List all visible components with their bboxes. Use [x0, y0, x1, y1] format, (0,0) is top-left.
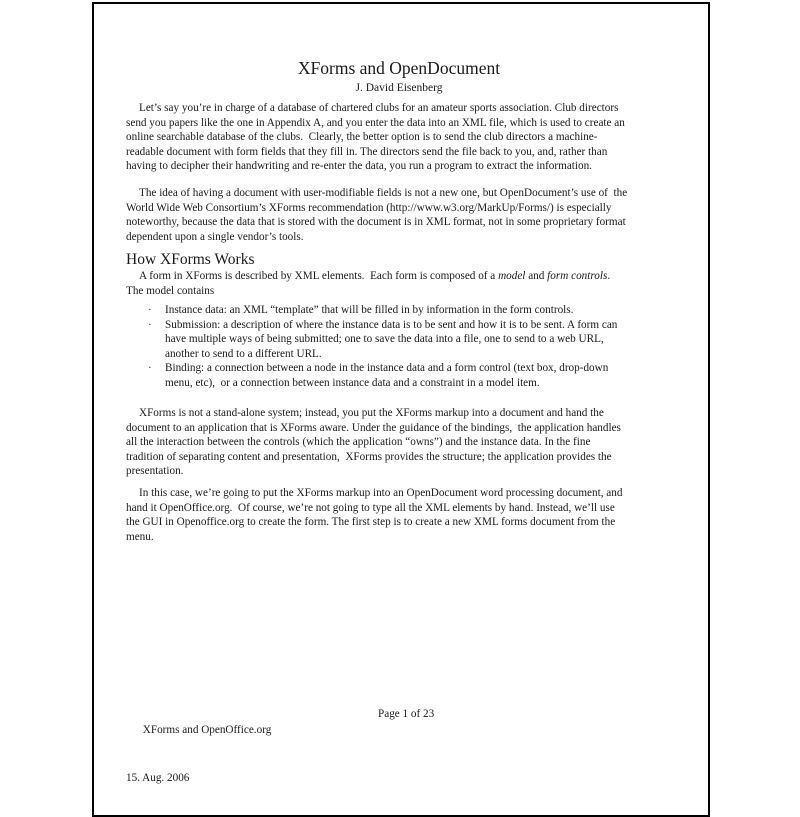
text-segment: .: [607, 270, 611, 282]
footer-page-number: Page 1 of 23: [378, 708, 435, 720]
text-line: World Wide Web Consortium’s XForms recommendation (http://www.w3.org/MarkUp/Forms/) is especially: [126, 201, 612, 214]
text-segment-italic-model: model: [498, 270, 526, 282]
text-line: send you papers like the one in Appendix A, and you enter the data into an XML file, which is used to create an: [126, 116, 625, 129]
text-line: document to an application that is XForms aware. Under the guidance of the bindings, the application handles: [126, 421, 621, 434]
doc-author: J. David Eisenberg: [355, 82, 443, 94]
text-line: Instance data: an XML “template” that will be filled in by information in the form controls.: [165, 304, 574, 316]
bullet-icon: ·: [148, 304, 152, 316]
text-line: all the interaction between the controls (which the application “owns”) and the instance data. In the fine: [126, 436, 591, 448]
list-item-instance-data: [126, 303, 672, 318]
text-line: [126, 269, 672, 284]
text-line: the GUI in Openoffice.org to create the form. The first step is to create a new XML forms document from the: [126, 516, 616, 528]
text-line: Binding: a connection between a node in the instance data and a form control (text box, drop-down: [165, 362, 609, 374]
text-line: menu, etc), or a connection between instance data and a constraint in a model item.: [165, 376, 540, 389]
paragraph-intro: [126, 101, 672, 174]
doc-title: XForms and OpenDocument: [297, 58, 501, 78]
text-line: presentation.: [126, 465, 184, 477]
list-item-binding: [126, 361, 672, 390]
text-line: noteworthy, because the data that is stored with the document is in XML format, not in some proprietary format: [126, 216, 626, 228]
text-line: another to send to a different URL.: [165, 347, 322, 360]
text-line: In this case, we’re going to put the XForms markup into an OpenDocument word processing document, and: [139, 487, 623, 499]
text-line: readable document with form fields that they fill in. The directors send the file back to you, and, rather than: [126, 145, 608, 158]
text-line: online searchable database of the clubs. Clearly, the better option is to send the club directors a machine-: [126, 131, 598, 143]
text-line: menu.: [126, 530, 154, 543]
text-segment: and: [525, 270, 548, 282]
bullet-icon: ·: [148, 362, 152, 374]
text-line: Submission: a description of where the instance data is to be sent and how it is to be sent. A form can: [165, 318, 618, 331]
text-line: Let’s say you’re in charge of a database of chartered clubs for an amateur sports association. Club directors: [139, 102, 619, 114]
text-line: The idea of having a document with user-modifiable fields is not a new one, but OpenDocument’s use of the: [139, 187, 628, 199]
footer-date: 15. Aug. 2006: [126, 772, 190, 784]
text-segment-italic-form-controls: form controls: [547, 270, 608, 282]
text-line: dependent upon a single vendor’s tools.: [126, 230, 304, 243]
bullet-icon: ·: [148, 318, 152, 331]
document-page: [92, 2, 710, 817]
paragraph-form-description: [126, 269, 672, 298]
text-line: hand it OpenOffice.org. Of course, we’re not going to type all the XML elements by hand. Instead, we’ll use: [126, 501, 615, 514]
text-line: XForms is not a stand-alone system; instead, you put the XForms markup into a document and hand the: [139, 407, 604, 419]
text-line: tradition of separating content and presentation, XForms provides the structure; the application provides the: [126, 450, 612, 463]
text-line: The model contains: [126, 284, 215, 297]
bullet-list: [126, 303, 672, 390]
section-heading: How XForms Works: [126, 251, 255, 268]
page-footer: [126, 706, 672, 786]
paragraph-opendocument: [126, 186, 672, 244]
text-line: having to decipher their handwriting and re-enter the data, you run a program to extract the information.: [126, 160, 592, 172]
footer-row: [126, 706, 672, 770]
paragraph-this-case: [126, 486, 672, 544]
text-segment: A form in XForms is described by XML elements. Each form is composed of a: [139, 270, 499, 282]
list-item-submission: [126, 318, 672, 362]
text-line: have multiple ways of being submitted; one to save the data into a file, one to send to a web URL,: [165, 333, 604, 345]
paragraph-standalone: [126, 406, 672, 479]
footer-doc-name: XForms and OpenOffice.org: [142, 724, 272, 736]
